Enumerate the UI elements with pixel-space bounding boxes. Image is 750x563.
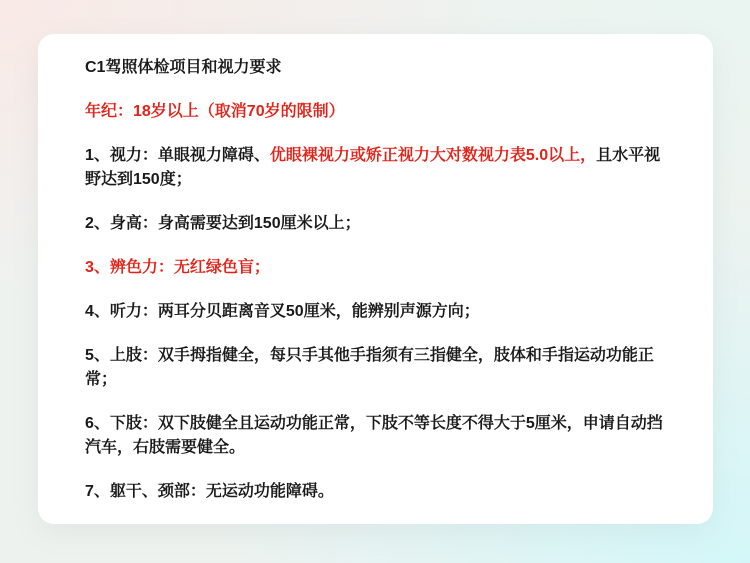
requirements-list — [85, 144, 667, 504]
document-title: C1驾照体检项目和视力要求 — [85, 59, 282, 76]
text-segment: 3、辨色力：无红绿色盲； — [85, 259, 270, 276]
requirement-item — [85, 144, 667, 192]
requirement-item — [85, 412, 667, 460]
content-card — [38, 34, 713, 524]
text-segment: 4、听力：两耳分贝距离音叉50厘米，能辨别声源方向； — [85, 303, 480, 320]
requirement-item — [85, 480, 667, 504]
text-segment: 5、上肢：双手拇指健全，每只手其他手指须有三指健全，肢体和手指运动功能正常； — [85, 347, 654, 388]
text-segment: 优眼裸视力或矫正视力大对数视力表5.0以上， — [269, 147, 597, 164]
text-segment: 1、视力：单眼视力障碍、 — [85, 147, 270, 164]
requirement-item — [85, 300, 667, 324]
text-segment: 6、下肢：双下肢健全且运动功能正常，下肢不等长度不得大于5厘米，申请自动挡汽车，右肢需要健全。 — [85, 415, 663, 456]
text-segment: 2、身高：身高需要达到150厘米以上； — [85, 215, 361, 232]
requirement-item — [85, 212, 667, 236]
text-segment: 且水平视野达到150度； — [85, 147, 661, 188]
age-requirement-line: 年纪：18岁以上（取消70岁的限制） — [85, 103, 345, 120]
requirement-item — [85, 256, 667, 280]
text-segment: 7、躯干、颈部：无运动功能障碍。 — [85, 483, 334, 500]
requirement-item — [85, 344, 667, 392]
